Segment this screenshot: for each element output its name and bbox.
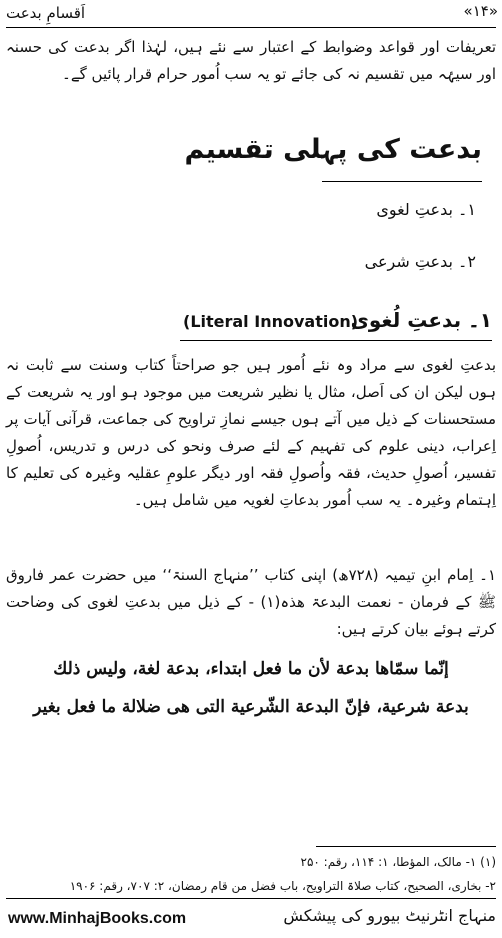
numbered-paragraph: ۱۔ اِمام ابنِ تیمیہ (۷۲۸ھ) اپنی کتاب ’’منہاج السنۃ‘‘ میں حضرت عمر فاروق ﷺ کے فرمان - نعمت البدعۃ ھذہ(۱) - کے ذیل میں بدعتِ لغوی کی وضاحت کرتے ہوئے بیان کرتے ہیں:	[6, 566, 496, 638]
footnote: (۱) ۱- مالک، المؤطا، ۱: ۱۱۴، رقم: ۲۵۰	[300, 855, 496, 869]
running-header-title: اَقسامِ بدعت	[6, 4, 86, 22]
sub-heading-underline	[180, 340, 492, 341]
sub-heading-urdu: ۱۔ بدعتِ لُغوی	[350, 308, 492, 332]
intro-paragraph: تعریفات اور قواعد وضوابط کے اعتبار سے نئے ہیں، لہٰذا اگر بدعت کی حسنہ اور سیۂہ میں تقسیم نہ کی جائے تو یہ سب اُمور حرام قرار پائیں گے۔	[6, 38, 496, 83]
list-item-number: ۱۔	[458, 200, 476, 219]
arabic-quote-line: إنّما سمّاها بدعة لأن ما فعل ابتداء، بدعة لغة، وليس ذلك	[53, 659, 449, 679]
footer-divider	[6, 898, 496, 899]
list-item-text: بدعتِ لغوی	[376, 200, 453, 219]
footer-url: www.MinhajBooks.com	[8, 910, 187, 927]
section-heading: بدعت کی پہلی تقسیم	[184, 134, 482, 165]
arabic-quote-line: بدعة شرعية، فإنّ البدعة الشّرعية التى هى ضلالة ما فعل بغير	[33, 697, 469, 717]
list-item-text: بدعتِ شرعی	[364, 252, 453, 271]
sub-heading-english: (Literal Innovation)	[183, 312, 359, 331]
footnote: ۲- بخاری، الصحیح، کتاب صلاۃ التراویح، باب فضل من قام رمضان، ۲: ۷۰۷، رقم: ۱۹۰۶	[69, 879, 496, 893]
footnote-divider	[316, 846, 496, 847]
page-number: «۱۴»	[463, 2, 498, 20]
footer-publisher: منہاج انٹرنیٹ بیورو کی پیشکش	[283, 906, 496, 925]
list-item	[365, 252, 476, 271]
header-divider	[6, 27, 496, 28]
section-heading-underline	[322, 181, 482, 182]
body-paragraph: بدعتِ لغوی سے مراد وہ نئے اُمور ہیں جو صراحتاً کتاب وسنت سے ثابت نہ ہوں لیکن ان کی اَصل، مثال یا نظیر شریعت میں موجود ہو اور یہ شریعت کے مستحسنات کے ذیل میں آتے ہوں جیسے نمازِ تراویح کی جماعت، قرآنی آیات پر اِعراب، دینی علوم کی تفہیم کے لئے صرف ونحو کی درس و تدریس، اُصولِ تفسیر، اُصولِ حدیث، فقہ واُصولِ فقہ اور دیگر علومِ عقلیہ وغیرہ کی تعلیم کا اِہتمام وغیرہ۔ یہ سب اُمور بدعاتِ لغویہ میں شامل ہیں۔	[6, 356, 496, 509]
list-item-number: ۲۔	[458, 252, 476, 271]
arabic-quote	[10, 650, 492, 726]
list-item	[376, 200, 476, 219]
